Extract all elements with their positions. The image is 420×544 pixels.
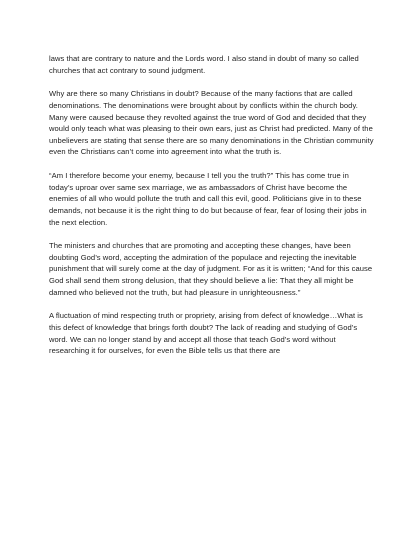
paragraph-3: “Am I therefore become your enemy, because I tell you the truth?” This has come true in today’s uproar over same sex marriage, we as ambassadors of Christ have become the enemies of all who would pollute the truth and call this evil, good. Politicians give in to these demands, not because it is the right thing to do but because of fear, fear of losing their jobs in the next election.	[49, 171, 367, 227]
paragraph-4: The ministers and churches that are promoting and accepting these changes, have been doubting God’s word, accepting the admiration of the populace and rejecting the inevitable punishment that will surely come at the day of judgment. For as it is written; “And for this cause God shall send them strong delusion, that they should believe a lie: That they all might be damned who believed not the truth, but had pleasure in unrighteousness.”	[49, 241, 373, 297]
paragraph-1: laws that are contrary to nature and the Lords word. I also stand in doubt of many so called churches that act contrary to sound judgment.	[49, 54, 359, 75]
body-text	[49, 53, 374, 369]
paragraph-5: A fluctuation of mind respecting truth or propriety, arising from defect of knowledge…What is this defect of knowledge that brings forth doubt? The lack of reading and studying of God’s word. We can no longer stand by and accept all those that teach God’s word without researching it for ourselves, for even the Bible tells us that there are	[49, 311, 363, 356]
paragraph-2: Why are there so many Christians in doubt? Because of the many factions that are called denominations. The denominations were brought about by conflicts within the church body. Many were caused because they revolted against the true word of God and decided that they would only teach what was pleasing to their own ears, just as Christ had predicted. Many of the unbelievers are stating that sense there are so many denominations in the Christian community even the Christians can’t come into agreement into what the truth is.	[49, 89, 374, 157]
